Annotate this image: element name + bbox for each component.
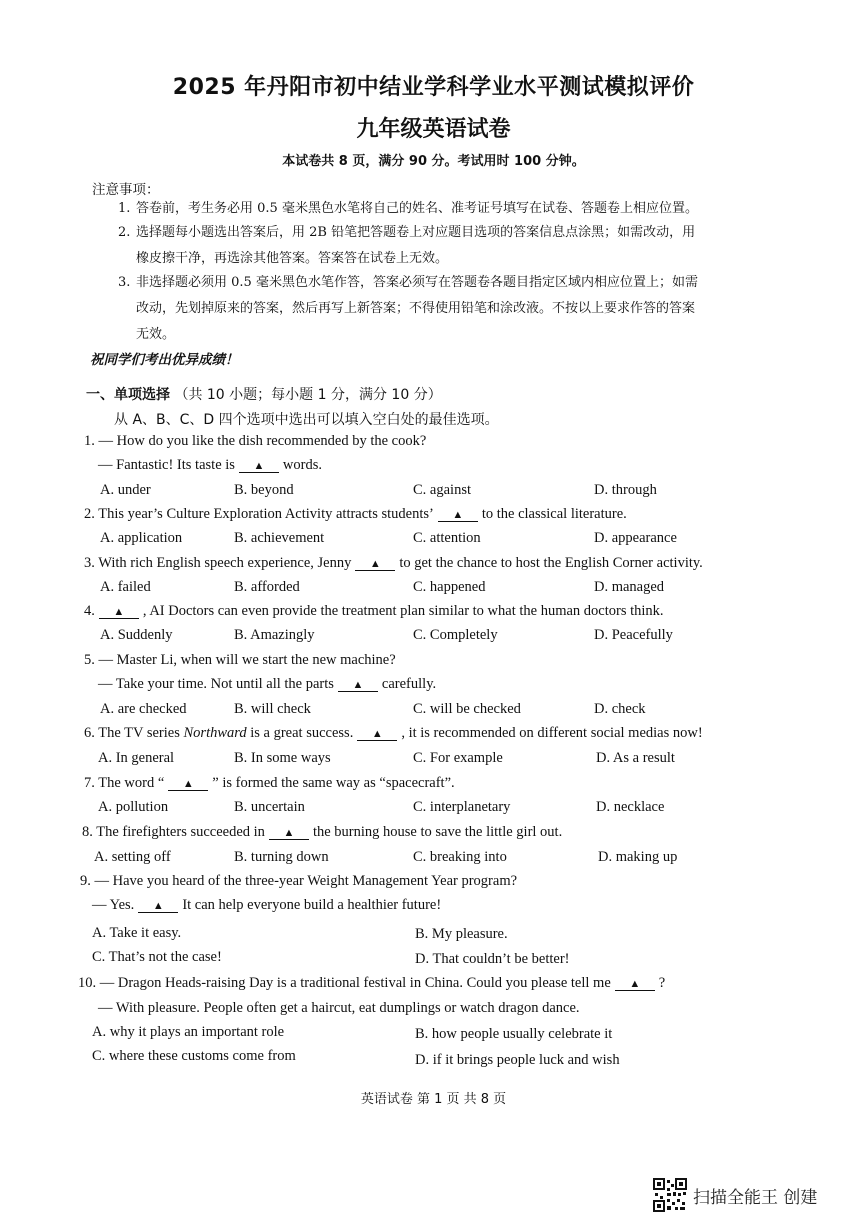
option-a: A. In general xyxy=(98,750,175,766)
question-text: to the classical literature. xyxy=(481,506,627,522)
option-a: A. are checked xyxy=(100,701,187,717)
question-5-stem xyxy=(84,652,396,669)
option-a: A. pollution xyxy=(98,799,169,815)
option-b: B. will check xyxy=(234,701,311,717)
option-c: C. breaking into xyxy=(413,849,507,865)
section-meta: （共 10 小题；每小题 1 分，满分 10 分） xyxy=(174,387,442,403)
question-number: 3. xyxy=(84,555,95,571)
question-text: — Master Li, when will we start the new machine? xyxy=(98,652,396,668)
option-c: C. interplanetary xyxy=(413,799,511,815)
notice-item-1 xyxy=(118,196,773,222)
option-d: D. check xyxy=(594,701,646,717)
answer-blank: ▲ xyxy=(269,827,309,840)
notice-item-text: 橡皮擦干净，再选涂其他答案。答案答在试卷上无效。 xyxy=(136,251,449,266)
question-number: 8. xyxy=(82,824,93,840)
option-b: B. In some ways xyxy=(234,750,331,766)
option-b: B. My pleasure. xyxy=(415,926,508,942)
question-text: — Have you heard of the three-year Weight Management Year program? xyxy=(94,873,518,889)
option-b: B. uncertain xyxy=(234,799,305,815)
question-text: — How do you like the dish recommended by the cook? xyxy=(98,433,427,449)
notice-item-3 xyxy=(118,270,773,348)
question-8-stem xyxy=(82,824,562,841)
notice-title: 注意事项： xyxy=(92,182,160,198)
answer-blank: ▲ xyxy=(355,558,395,571)
question-number: 1. xyxy=(84,433,95,449)
option-d: D. making up xyxy=(598,849,678,865)
option-a: A. Take it easy. xyxy=(92,925,182,941)
question-1-stem xyxy=(84,433,426,450)
section-heading xyxy=(86,384,442,404)
wish-text: 祝同学们考出优异成绩！ xyxy=(90,352,239,368)
option-c: C. Completely xyxy=(413,627,498,643)
option-b: B. afforded xyxy=(234,579,300,595)
question-2-stem xyxy=(84,506,627,523)
option-a: A. setting off xyxy=(94,849,171,865)
notice-item-num: 1. xyxy=(118,201,131,216)
option-c: C. will be checked xyxy=(413,701,521,717)
option-b: B. Amazingly xyxy=(234,627,315,643)
option-d: D. appearance xyxy=(594,530,677,546)
answer-blank: ▲ xyxy=(438,509,478,522)
watermark-text: 扫描全能王 创建 xyxy=(693,1188,818,1208)
question-number: 2. xyxy=(84,506,95,522)
option-d: D. That couldn’t be better! xyxy=(415,951,570,967)
notice-item-num: 3. xyxy=(118,275,131,290)
question-text: the burning house to save the little girl out. xyxy=(312,824,563,840)
question-text: carefully. xyxy=(381,676,437,692)
option-d: D. managed xyxy=(594,579,665,595)
question-6-stem xyxy=(84,725,703,742)
question-text: to get the chance to host the English Corner activity. xyxy=(399,555,703,571)
notice-item-text: 非选择题必须用 0.5 毫米黑色水笔作答，答案必须写在答题卷各题目指定区域内相应位置上；如需 xyxy=(136,275,698,290)
question-3-stem xyxy=(84,555,703,572)
answer-blank: ▲ xyxy=(239,460,279,473)
question-text: — Take your time. Not until all the parts xyxy=(98,676,334,692)
notice-item-text: 无效。 xyxy=(136,327,176,342)
option-b: B. beyond xyxy=(234,482,294,498)
answer-blank: ▲ xyxy=(338,679,378,692)
question-text: , it is recommended on different social medias now! xyxy=(401,725,703,741)
question-text: — Dragon Heads-raising Day is a traditional festival in China. Could you please tell me xyxy=(99,975,611,991)
notice-item-text: 选择题每小题选出答案后，用 2B 铅笔把答题卷上对应题目选项的答案信息点涂黑；如需改动，用 xyxy=(136,225,696,240)
answer-blank: ▲ xyxy=(615,978,655,991)
option-c: C. where these customs come from xyxy=(92,1048,296,1064)
option-c: C. happened xyxy=(413,579,486,595)
question-text-italic: Northward xyxy=(183,725,247,741)
question-1-line2 xyxy=(98,457,322,474)
question-text: The TV series xyxy=(98,725,180,741)
question-4-stem xyxy=(84,603,664,620)
question-number: 6. xyxy=(84,725,95,741)
question-text: is a great success. xyxy=(250,725,354,741)
question-5-line2 xyxy=(98,676,436,693)
question-text: words. xyxy=(282,457,322,473)
question-9-stem xyxy=(80,873,517,890)
question-number: 7. xyxy=(84,775,95,791)
section-title: 一、单项选择 xyxy=(86,387,170,403)
option-a: A. application xyxy=(100,530,183,546)
option-a: A. why it plays an important role xyxy=(92,1024,285,1040)
option-a: A. under xyxy=(100,482,151,498)
question-text: This year’s Culture Exploration Activity attracts students’ xyxy=(98,506,434,522)
question-text: ? xyxy=(658,975,666,991)
option-c: C. That’s not the case! xyxy=(92,949,222,965)
option-a: A. failed xyxy=(100,579,151,595)
option-b: B. achievement xyxy=(234,530,325,546)
notice-item-text: 答卷前，考生务必用 0.5 毫米黑色水笔将自己的姓名、准考证号填写在试卷、答题卷上相应位置。 xyxy=(136,201,698,216)
section-instruction: 从 A、B、C、D 四个选项中选出可以填入空白处的最佳选项。 xyxy=(114,412,499,428)
option-c: C. attention xyxy=(413,530,481,546)
question-10-stem xyxy=(78,975,665,992)
exam-subtitle: 九年级英语试卷 xyxy=(356,117,511,142)
option-a: A. Suddenly xyxy=(100,627,173,643)
question-7-stem xyxy=(84,775,455,792)
option-b: B. turning down xyxy=(234,849,329,865)
page-footer: 英语试卷 第 1 页 共 8 页 xyxy=(360,1092,507,1107)
question-text: , AI Doctors can even provide the treatment plan similar to what the human doctors think. xyxy=(142,603,664,619)
answer-blank: ▲ xyxy=(357,728,397,741)
answer-blank: ▲ xyxy=(138,900,178,913)
option-c: C. For example xyxy=(413,750,503,766)
notice-item-text: 改动，先划掉原来的答案，然后再写上新答案；不得使用铅笔和涂改液。不按以上要求作答的答案 xyxy=(136,301,696,316)
question-10-line2: — With pleasure. People often get a haircut, eat dumplings or watch dragon dance. xyxy=(98,1000,580,1016)
option-d: D. if it brings people luck and wish xyxy=(415,1052,620,1068)
question-text: With rich English speech experience, Jenny xyxy=(98,555,352,571)
scanner-watermark xyxy=(645,1178,845,1214)
exam-title: 2025 年丹阳市初中结业学科学业水平测试模拟评价 xyxy=(172,75,695,100)
qr-code-icon xyxy=(653,1178,687,1212)
option-d: D. Peacefully xyxy=(594,627,673,643)
answer-blank: ▲ xyxy=(168,778,208,791)
exam-info: 本试卷共 8 页，满分 90 分。考试用时 100 分钟。 xyxy=(282,154,585,169)
question-text: The firefighters succeeded in xyxy=(96,824,265,840)
question-number: 9. xyxy=(80,873,91,889)
option-d: D. necklace xyxy=(596,799,665,815)
option-d: D. through xyxy=(594,482,657,498)
question-text: ” is formed the same way as “spacecraft”. xyxy=(212,775,455,791)
question-number: 4. xyxy=(84,603,95,619)
question-9-line2 xyxy=(92,897,441,914)
option-b: B. how people usually celebrate it xyxy=(415,1026,613,1042)
notice-item-num: 2. xyxy=(118,225,131,240)
question-text: — Yes. xyxy=(92,897,135,913)
answer-blank: ▲ xyxy=(99,606,139,619)
notice-item-2 xyxy=(118,220,773,272)
question-text: It can help everyone build a healthier future! xyxy=(182,897,442,913)
question-number: 5. xyxy=(84,652,95,668)
question-text: — Fantastic! Its taste is xyxy=(98,457,235,473)
option-c: C. against xyxy=(413,482,471,498)
question-text: The word “ xyxy=(98,775,165,791)
question-number: 10. xyxy=(78,975,97,991)
option-d: D. As a result xyxy=(596,750,675,766)
